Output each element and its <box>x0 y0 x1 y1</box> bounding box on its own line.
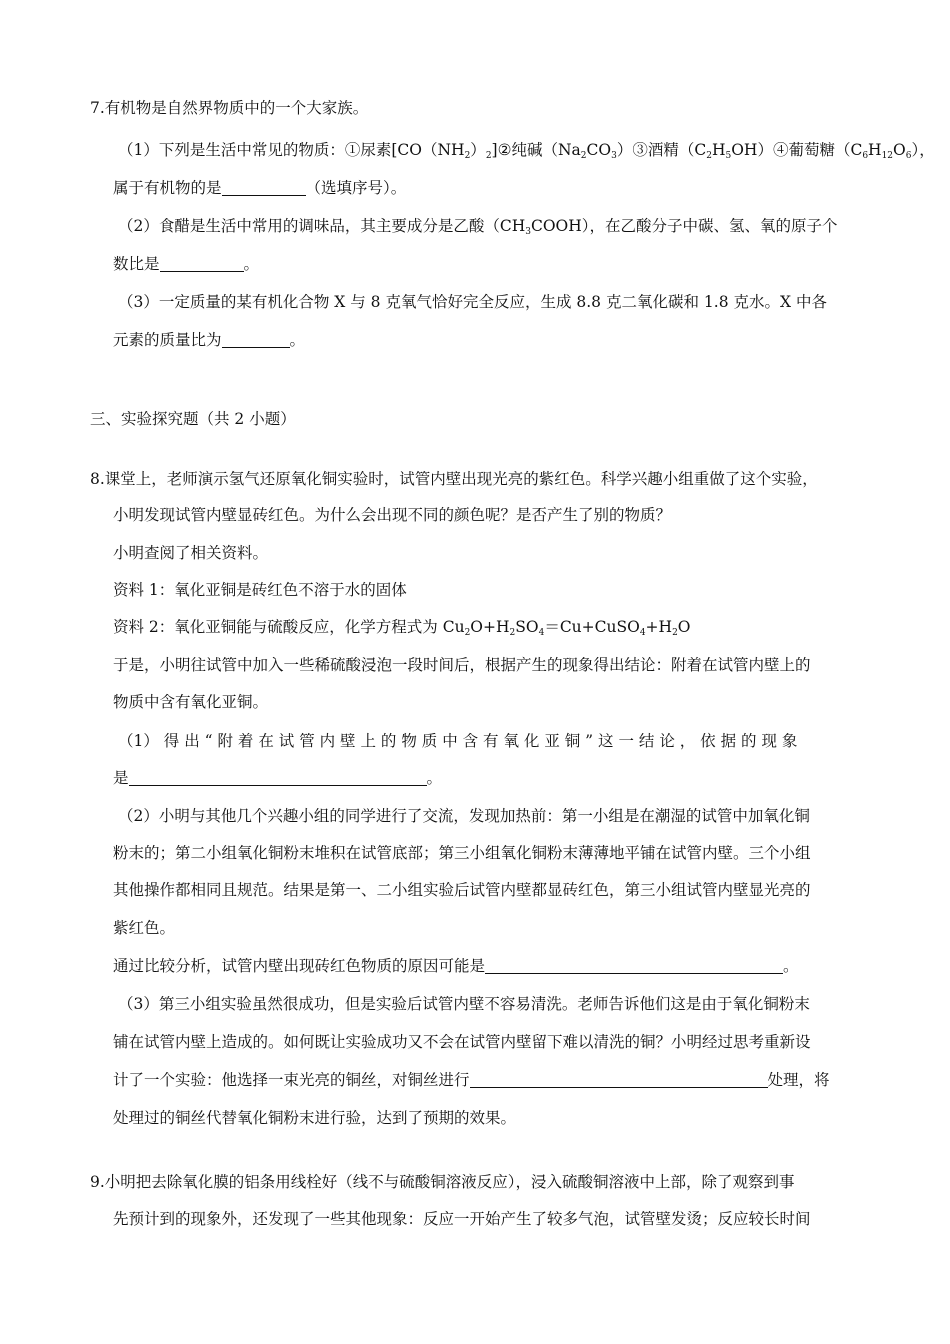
answer-blank[interactable] <box>470 1073 768 1088</box>
q8-line3: 小明查阅了相关资料。 <box>113 544 269 562</box>
q8-line2: 小明发现试管内壁显砖红色。为什么会出现不同的颜色呢？是否产生了别的物质？ <box>113 506 672 524</box>
section-heading: 三、实验探究题（共 2 小题） <box>90 410 296 428</box>
answer-blank[interactable] <box>222 181 306 196</box>
q8-part3-line2: 铺在试管内壁上造成的。如何既让实验成功又不会在试管内壁留下难以清洗的铜？小明经过思考重新设 <box>113 1033 811 1051</box>
q8-part2-line2: 粉末的；第二小组氧化铜粉末堆积在试管底部；第三小组氧化铜粉末薄薄地平铺在试管内壁。三个小组 <box>113 844 811 862</box>
q8-part3-line4: 处理过的铜丝代替氧化铜粉末进行验，达到了预期的效果。 <box>113 1109 517 1127</box>
answer-blank[interactable] <box>160 257 244 272</box>
q8-part2-line1: （2）小明与其他几个兴趣小组的同学进行了交流，发现加热前：第一小组是在潮湿的试管中加氧化铜 <box>118 807 810 825</box>
q7-part1-line2: 属于有机物的是 （选填序号）。 <box>113 179 407 197</box>
q8-part2-line3: 其他操作都相同且规范。结果是第一、二小组实验后试管内壁都显砖红色，第三小组试管内壁显光亮的 <box>113 881 811 899</box>
q7-part3-line2: 元素的质量比为 。 <box>113 331 306 349</box>
q7-part2-line2: 数比是 。 <box>113 255 260 273</box>
q8-line7: 物质中含有氧化亚铜。 <box>113 693 269 711</box>
answer-blank[interactable] <box>129 771 427 786</box>
q8-line4: 资料 1：氧化亚铜是砖红色不溶于水的固体 <box>113 581 407 599</box>
answer-blank[interactable] <box>222 333 290 348</box>
q8-part1-line2: 是 。 <box>113 769 443 787</box>
q8-part3-line1: （3）第三小组实验虽然很成功，但是实验后试管内壁不容易清洗。老师告诉他们这是由于氧化铜粉末 <box>118 995 810 1013</box>
q8-part3-line3: 计了一个实验：他选择一束光亮的铜丝，对铜丝进行 处理，将 <box>113 1071 830 1089</box>
q8-line5: 资料 2：氧化亚铜能与硫酸反应，化学方程式为 $Cu_2O+H_2SO_4=Cu+CuSO_4+H_2O$ <box>113 618 691 638</box>
q8-part2-line4: 紫红色。 <box>113 919 176 937</box>
answer-blank[interactable] <box>485 959 783 974</box>
q9-line1: 9.小明把去除氧化膜的铝条用线栓好（线不与硫酸铜溶液反应），浸入硫酸铜溶液中上部，除了观察到事 <box>90 1173 795 1191</box>
q8-part2-line5: 通过比较分析，试管内壁出现砖红色物质的原因可能是 。 <box>113 957 799 975</box>
q8-part1-line1: （1） 得 出 “ 附 着 在 试 管 内 壁 上 的 物 质 中 含 有 氧 化 亚 铜 ” 这 一 结 论 ， 依 据 的 现 象 <box>118 732 798 750</box>
q9-line2: 先预计到的现象外，还发现了一些其他现象：反应一开始产生了较多气泡，试管壁发烫；反应较长时间 <box>113 1210 811 1228</box>
q7-part3-line1: （3）一定质量的某有机化合物 X 与 8 克氧气恰好完全反应，生成 8.8 克二氧化碳和 1.8 克水。X 中各 <box>118 293 827 311</box>
q7-part2-line1: （2）食醋是生活中常用的调味品，其主要成分是乙酸$(CH_3COOH)$，在乙酸分子中碳、氢、氧的原子个 <box>118 217 838 237</box>
q7-title: 7.有机物是自然界物质中的一个大家族。 <box>90 99 369 117</box>
q8-line1: 8.课堂上，老师演示氢气还原氧化铜实验时，试管内壁出现光亮的紫红色。科学兴趣小组重做了这个实验， <box>90 470 818 488</box>
q8-line6: 于是，小明往试管中加入一些稀硫酸浸泡一段时间后，根据产生的现象得出结论：附着在试管内壁上的 <box>113 656 811 674</box>
q7-part1-line1: （1）下列是生活中常见的物质：①尿素$[CO(NH_2)_2]②$纯碱$(Na_2CO_3)③$酒精$(C_2H_5OH)④$葡萄糖$(C_6H_{12}O_6)$， <box>118 141 935 161</box>
